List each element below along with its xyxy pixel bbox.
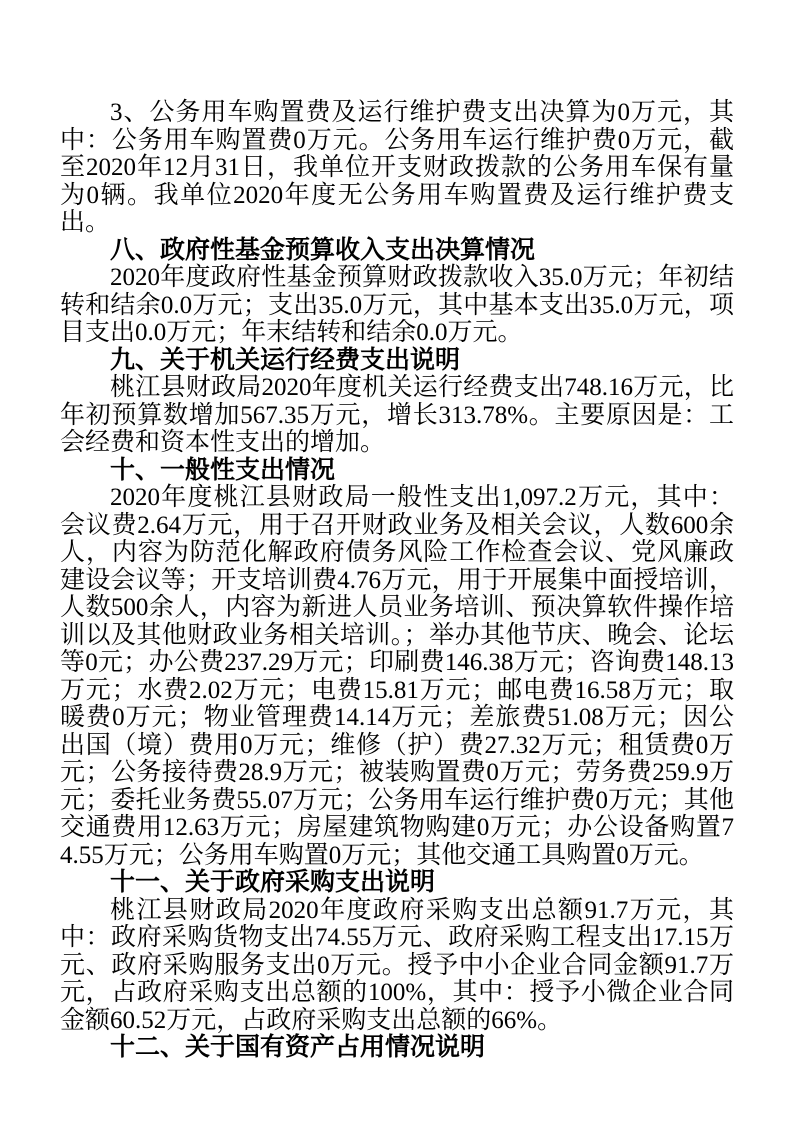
paragraph-agency-operating-expense: 桃江县财政局2020年度机关运行经费支出748.16万元，比年初预算数增加567.35万元，增长313.78%。主要原因是：工会经费和资本性支出的增加。 (60, 374, 734, 456)
heading-section-12-state-assets: 十二、关于国有资产占用情况说明 (110, 1033, 486, 1061)
paragraph-govt-procurement: 桃江县财政局2020年度政府采购支出总额91.7万元，其中：政府采购货物支出74.55万元、政府采购工程支出17.15万元、政府采购服务支出0万元。授予中小企业合同金额91.7万元，占政府采购支出总额的100%，其中：授予小微企业合同金额60.52万元，占政府采购支出总额的66%。 (60, 896, 734, 1034)
paragraph-vehicle-purchase-maintenance: 3、公务用车购置费及运行维护费支出决算为0万元，其中：公务用车购置费0万元。公务用车运行维护费0万元，截至2020年12月31日，我单位开支财政拨款的公务用车保有量为0辆。我单位2020年度无公务用车购置费及运行维护费支出。 (60, 99, 734, 236)
heading-section-11-govt-procurement: 十一、关于政府采购支出说明 (110, 868, 436, 896)
heading-section-8-govt-fund-budget: 八、政府性基金预算收入支出决算情况 (110, 235, 536, 264)
paragraph-govt-fund-budget: 2020年度政府性基金预算财政拨款收入35.0万元；年初结转和结余0.0万元；支出35.0万元，其中基本支出35.0万元，项目支出0.0万元；年末结转和结余0.0万元。 (60, 264, 734, 346)
heading-section-10-general-expenditure: 十、一般性支出情况 (110, 455, 336, 484)
paragraph-general-expenditure: 2020年度桃江县财政局一般性支出1,097.2万元，其中：会议费2.64万元，用于召开财政业务及相关会议，人数600余人，内容为防范化解政府债务风险工作检查会议、党风廉政建设会议等；开支培训费4.76万元，用于开展集中面授培训，人数500余人，内容为新进人员业务培训、预决算软件操作培训以及其他财政业务相关培训。；举办其他节庆、晚会、论坛等0元；办公费237.29万元；印刷费146.38万元；咨询费148.13万元；水费2.02万元；电费15.81万元；邮电费16.58万元；取暖费0万元；物业管理费14.14万元；差旅费51.08万元；因公出国（境）费用0万元；维修（护）费27.32万元；租赁费0万元；公务接待费28.9万元；被装购置费0万元；劳务费259.9万元；委托业务费55.07万元；公务用车运行维护费0万元；其他交通费用12.63万元；房屋建筑物购建0万元；办公设备购置74.55万元；公务用车购置0万元；其他交通工具购置0万元。 (60, 484, 734, 869)
heading-section-9-agency-operating-expense: 九、关于机关运行经费支出说明 (110, 345, 461, 374)
document-body (60, 99, 734, 1062)
